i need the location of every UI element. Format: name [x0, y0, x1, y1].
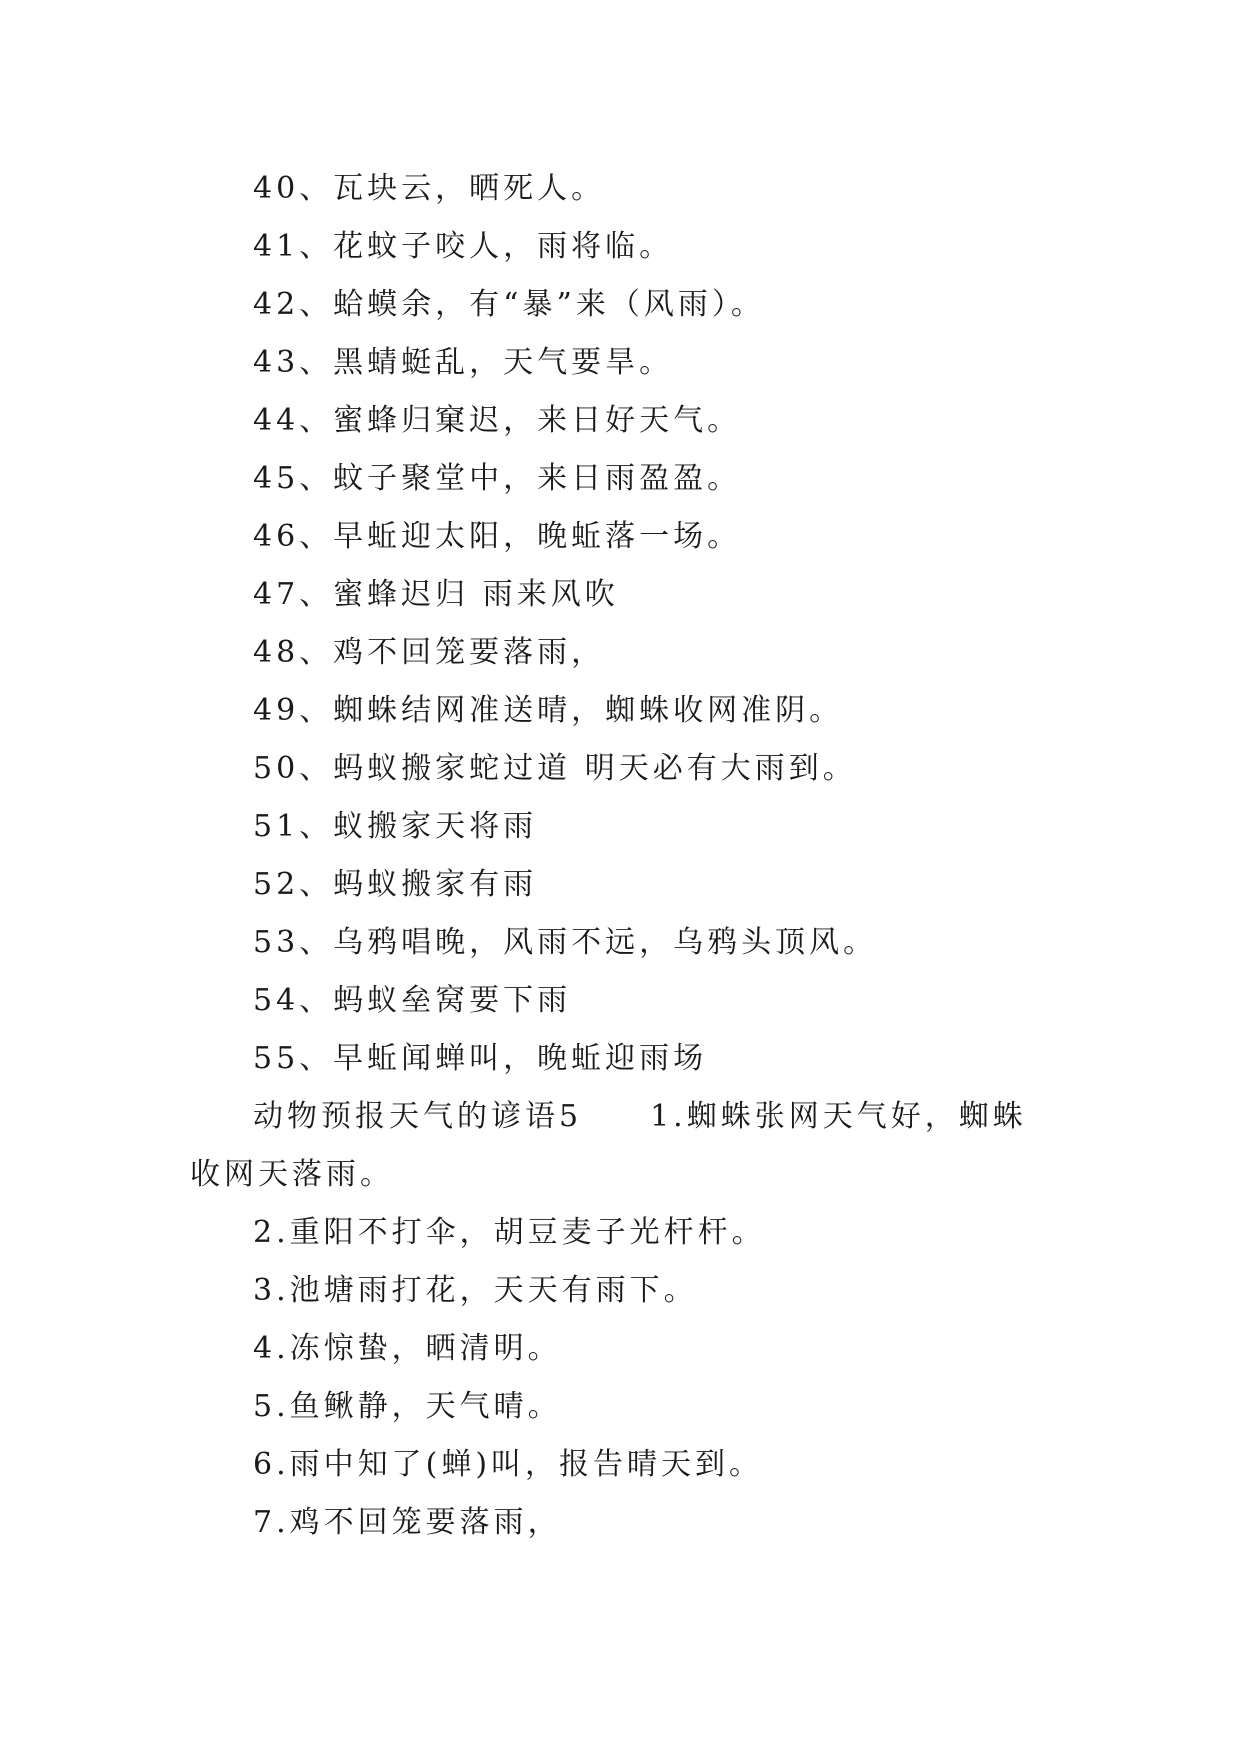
text-line: 50、蚂蚁搬家蛇过道 明天必有大雨到。 — [253, 751, 857, 786]
text-line: 53、乌鸦唱晚，风雨不远，乌鸦头顶风。 — [253, 925, 878, 960]
text-line: 45、蚊子聚堂中，来日雨盈盈。 — [253, 461, 742, 496]
text-line: 42、蛤蟆余，有“暴”来（风雨）。 — [253, 287, 765, 322]
text-line: 40、瓦块云，晒死人。 — [253, 171, 606, 206]
text-line: 41、花蚊子咬人，雨将临。 — [253, 229, 674, 264]
text-line: 3.池塘雨打花，天天有雨下。 — [253, 1273, 698, 1308]
section-paragraph: 动物预报天气的谚语5 1.蜘蛛张网天气好，蜘蛛收网天落雨。 — [190, 1099, 1027, 1192]
text-line: 7.鸡不回笼要落雨， — [253, 1505, 562, 1540]
text-line: 4.冻惊蛰，晒清明。 — [253, 1331, 562, 1366]
text-line: 49、蜘蛛结网准送晴，蜘蛛收网准阴。 — [253, 693, 844, 728]
text-line: 6.雨中知了(蝉)叫，报告晴天到。 — [253, 1447, 764, 1482]
text-line: 55、早蚯闻蝉叫，晚蚯迎雨场 — [253, 1041, 708, 1076]
text-line: 46、早蚯迎太阳，晚蚯落一场。 — [253, 519, 742, 554]
text-line: 43、黑蜻蜓乱，天气要旱。 — [253, 345, 674, 380]
text-line: 5.鱼鳅静，天气晴。 — [253, 1389, 562, 1424]
text-line: 2.重阳不打伞，胡豆麦子光杆杆。 — [253, 1215, 766, 1250]
text-line: 52、蚂蚁搬家有雨 — [253, 867, 538, 902]
text-line: 47、蜜蜂迟归 雨来风吹 — [253, 577, 619, 612]
text-line: 48、鸡不回笼要落雨， — [253, 635, 606, 670]
text-line: 54、蚂蚁垒窝要下雨 — [253, 983, 572, 1018]
text-line: 44、蜜蜂归窠迟，来日好天气。 — [253, 403, 742, 438]
text-line: 51、蚁搬家天将雨 — [253, 809, 538, 844]
document-body — [190, 160, 1050, 1552]
